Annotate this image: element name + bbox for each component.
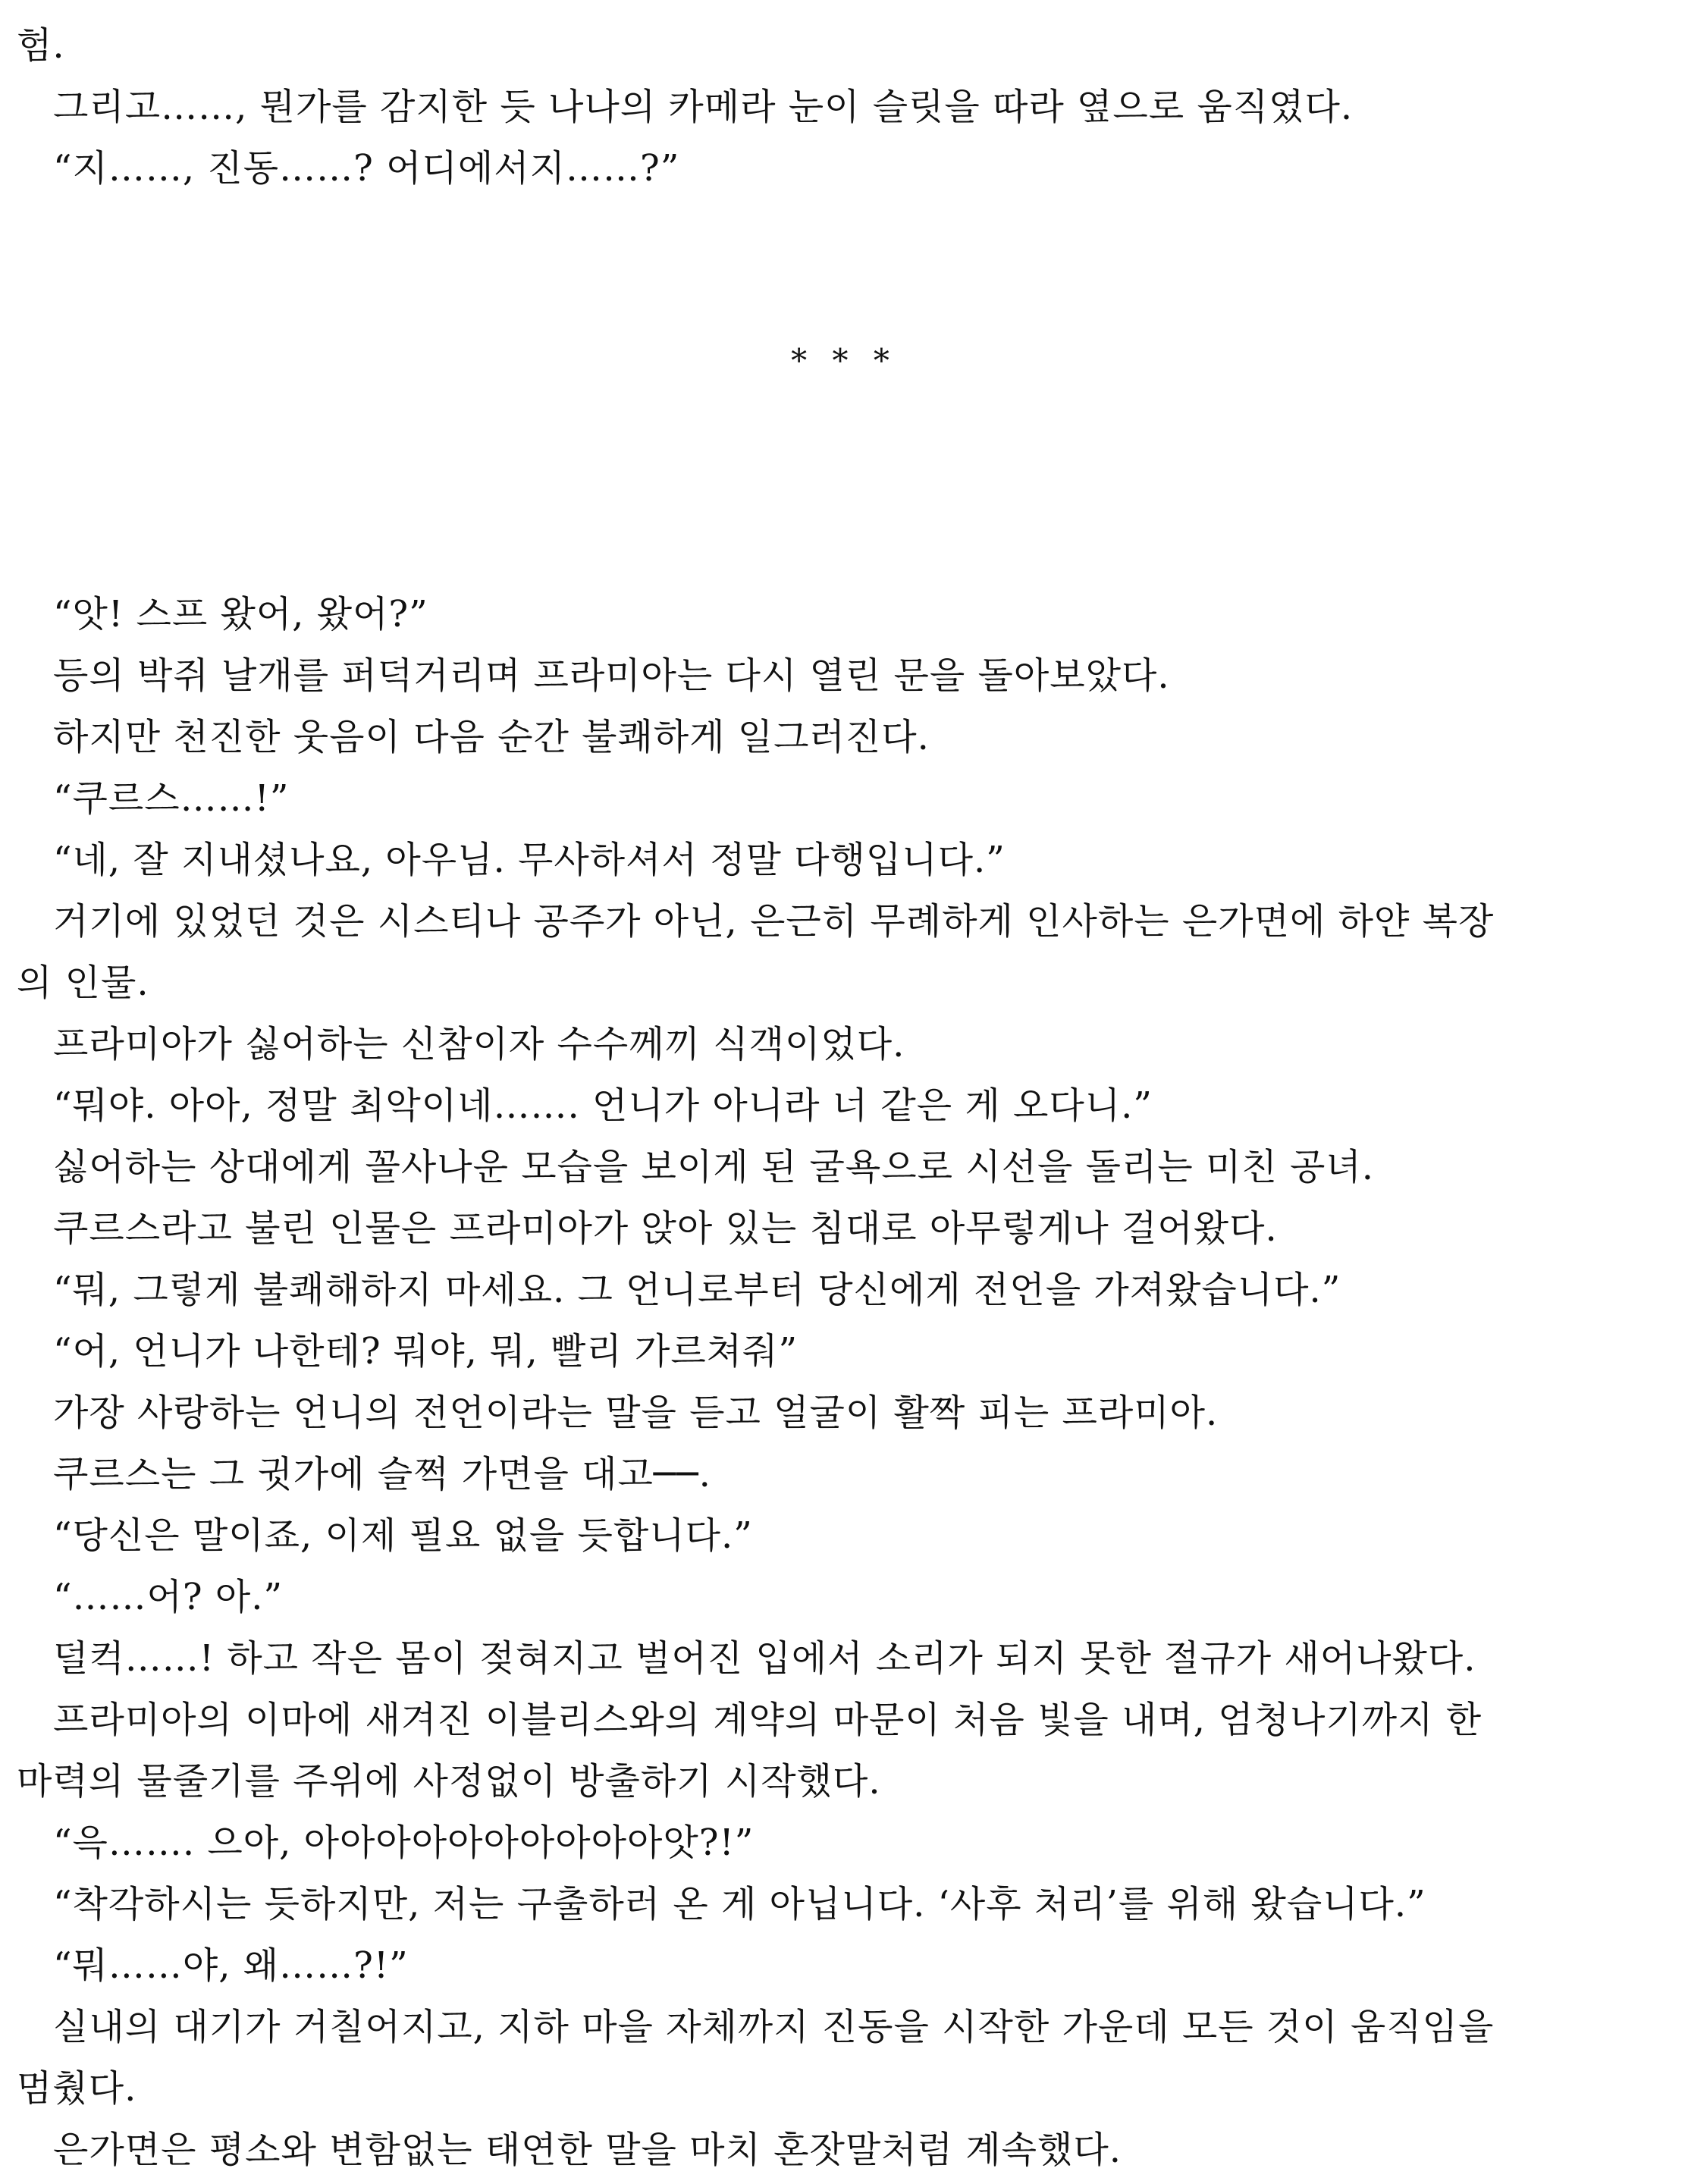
spacer [17,199,1671,330]
text-line: 쿠르스라고 불린 인물은 프라미아가 앉아 있는 침대로 아무렇게나 걸어왔다. [53,1207,1278,1250]
text-line: “당신은 말이죠, 이제 필요 없을 듯합니다.” [53,1514,753,1557]
text-line: 은가면은 평소와 변함없는 태연한 말을 마치 혼잣말처럼 계속했다. [53,2129,1122,2171]
text-line: 마력의 물줄기를 주위에 사정없이 방출하기 시작했다. [17,1760,881,1803]
text-line: 프라미아가 싫어하는 신참이자 수수께끼 식객이었다. [53,1023,905,1065]
text-line: “쿠르스……!” [53,777,290,820]
text-line: 거기에 있었던 것은 시스티나 공주가 아닌, 은근히 무례하게 인사하는 은가면에 하얀 복장 [53,900,1495,943]
text-line: “뭐, 그렇게 불쾌해하지 마세요. 그 언니로부터 당신에게 전언을 가져왔습니다.” [53,1269,1341,1311]
text-line: 가장 사랑하는 언니의 전언이라는 말을 듣고 얼굴이 활짝 피는 프라미아. [53,1392,1219,1434]
text-line: “네, 잘 지내셨나요, 아우님. 무사하셔서 정말 다행입니다.” [53,839,1006,881]
text-line: 하지만 천진한 웃음이 다음 순간 불쾌하게 일그러진다. [53,716,930,758]
text-line: 그리고……, 뭔가를 감지한 듯 나나의 카메라 눈이 슬릿을 따라 옆으로 움직였다. [53,86,1354,128]
body-section [17,584,1671,2181]
text-line: “착각하시는 듯하지만, 저는 구출하러 온 게 아닙니다. ‘사후 처리’를 위해 왔습니다.” [53,1883,1426,1925]
text-line: “……어? 아.” [53,1576,284,1618]
text-line: “윽……. 으아, 아아아아아아아아아아앗?!” [53,1822,755,1864]
text-line: 등의 박쥐 날개를 퍼덕거리며 프라미아는 다시 열린 문을 돌아보았다. [53,654,1170,697]
text-line: “뭐……야, 왜……?!” [53,1944,409,1987]
text-line: 덜컥……! 하고 작은 몸이 젖혀지고 벌어진 입에서 소리가 되지 못한 절규가 새어나왔다. [53,1637,1476,1680]
text-line: “지……, 진동……? 어디에서지……?” [53,147,680,190]
text-line: 프라미아의 이마에 새겨진 이블리스와의 계약의 마문이 처음 빛을 내며, 엄청나기까지 한 [53,1699,1482,1741]
text-line: “뭐야. 아아, 정말 최악이네……. 언니가 아니라 너 같은 게 오다니.” [53,1084,1153,1127]
text-line: 험. [17,24,65,67]
spacer [17,391,1671,584]
text-line: 쿠르스는 그 귓가에 슬쩍 가면을 대고──. [53,1453,711,1495]
text-line: 의 인물. [17,962,149,1004]
text-line: 멈췄다. [17,2067,137,2110]
text-line: 싫어하는 상대에게 꼴사나운 모습을 보이게 된 굴욕으로 시선을 돌리는 미친 공녀. [53,1146,1374,1188]
text-line: “앗! 스프 왔어, 왔어?” [53,593,428,635]
top-section [17,15,1671,199]
text-line: 실내의 대기가 거칠어지고, 지하 마을 자체까지 진동을 시작한 가운데 모든 것이 움직임을 [53,2006,1495,2048]
document-page [17,15,1671,2181]
text-line: “어, 언니가 나한테? 뭐야, 뭐, 빨리 가르쳐줘” [53,1330,799,1373]
section-divider: * * * [791,342,897,379]
